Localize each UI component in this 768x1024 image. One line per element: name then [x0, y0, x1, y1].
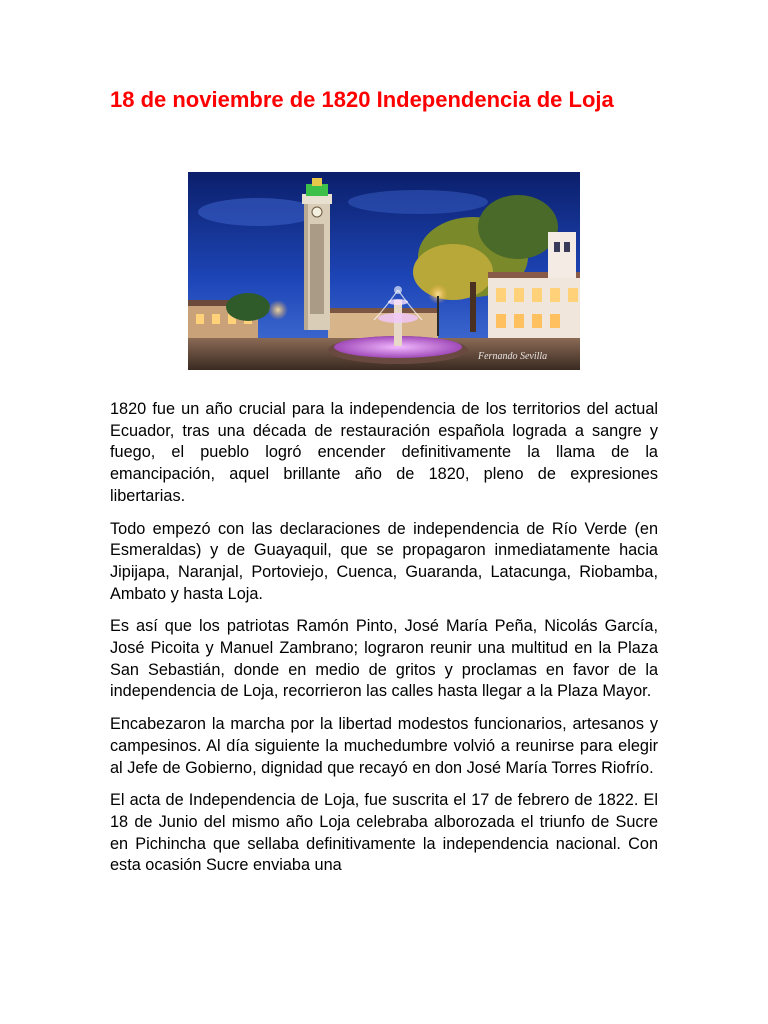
plaza-illustration: [188, 172, 580, 370]
paragraph-5: El acta de Independencia de Loja, fue suscrita el 17 de febrero de 1822. El 18 de Junio del mismo año Loja celebraba alborozada el triunfo de Sucre en Pichincha que sellaba definitivamente la independencia nacional. Con esta ocasión Sucre enviaba una: [110, 791, 658, 875]
paragraph-1: 1820 fue un año crucial para la independencia de los territorios del actual Ecuador, tras una década de restauración española lograda a sangre y fuego, el pueblo logró encender definitivamente la llama de la emancipación, aquel brillante año de 1820, pleno de expresiones libertarias.: [110, 400, 658, 505]
article-body: [110, 399, 658, 888]
paragraph-2: Todo empezó con las declaraciones de independencia de Río Verde (en Esmeraldas) y de Guayaquil, que se propagaron inmediatamente hacia Jipijapa, Naranjal, Portoviejo, Cuenca, Guaranda, Latacunga, Riobamba, Ambato y hasta Loja.: [110, 519, 658, 603]
plaza-photo: [188, 172, 580, 370]
paragraph-3: Es así que los patriotas Ramón Pinto, José María Peña, Nicolás García, José Picoita y Manuel Zambrano; lograron reunir una multitud en la Plaza San Sebastián, donde en medio de gritos y proclamas en favor de la independencia de Loja, recorrieron las calles hasta llegar a la Plaza Mayor.: [110, 617, 658, 701]
paragraph-4: Encabezaron la marcha por la libertad modestos funcionarios, artesanos y campesinos. Al día siguiente la muchedumbre volvió a reunirse para elegir al Jefe de Gobierno, dignidad que recayó en don José María Torres Riofrío.: [110, 715, 658, 777]
photo-watermark: Fernando Sevilla: [478, 351, 548, 362]
document-title: 18 de noviembre de 1820 Independencia de Loja: [110, 87, 614, 112]
